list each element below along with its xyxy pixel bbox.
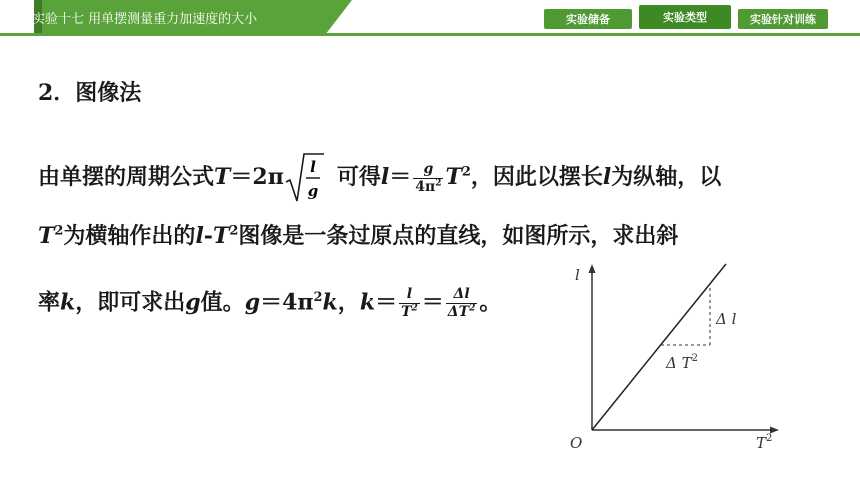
math-l: l — [602, 164, 612, 190]
math-l: l — [380, 164, 390, 190]
nav-button-types[interactable]: 实验类型 — [639, 5, 731, 29]
l-T2-graph — [560, 258, 790, 458]
l-T2-line — [592, 264, 726, 430]
math-T: T — [212, 223, 230, 249]
math-eq: ＝ — [375, 289, 398, 316]
frac-numerator: g — [423, 160, 434, 177]
nav-button-training[interactable]: 实验针对训练 — [738, 9, 828, 29]
math-sup: 2 — [461, 164, 471, 180]
nav-button-preparation[interactable]: 实验储备 — [544, 9, 632, 29]
math-T: T — [445, 164, 462, 190]
sqrt-numerator: l — [309, 158, 316, 176]
text-segment: ，因此以摆长 — [470, 164, 603, 190]
paragraph-line-1 — [38, 152, 721, 204]
frac-numerator: l — [406, 286, 413, 302]
text-segment: 值。 — [200, 289, 245, 316]
text-segment: 可得 — [336, 164, 381, 190]
fraction-dl-over-dT2 — [446, 286, 478, 321]
origin-label: O — [570, 434, 583, 452]
math-l: l — [195, 223, 204, 249]
paragraph-line-2 — [38, 225, 678, 248]
math-dash: - — [203, 223, 213, 249]
frac-denominator: $\Delta T^2$ — [447, 303, 476, 320]
math-eq: ＝2π — [230, 164, 284, 190]
math-k: k — [60, 289, 76, 316]
math-eq: ＝4π — [260, 289, 314, 316]
text-segment: 为纵轴，以 — [611, 164, 722, 190]
paragraph-line-3 — [38, 286, 501, 321]
text-segment: 。 — [479, 289, 502, 316]
frac-denominator: $4\pi^2$ — [415, 177, 442, 195]
text-segment: 为横轴作出的 — [63, 223, 196, 249]
math-g: g — [244, 289, 261, 316]
math-T: T — [214, 164, 231, 190]
math-sup: 2 — [54, 223, 64, 239]
fraction-l-over-T2 — [399, 286, 420, 321]
top-bar — [0, 0, 860, 36]
fraction-g-over-4pi2 — [413, 161, 443, 196]
y-axis-arrow — [589, 264, 596, 273]
sqrt-expression — [284, 152, 324, 204]
sqrt-sign — [284, 152, 324, 204]
math-k: k — [359, 289, 376, 316]
text-segment: 图像是一条过原点的直线，如图所示，求出斜 — [238, 223, 679, 249]
delta-l-label: Δ l — [716, 310, 737, 328]
top-bar-underline — [0, 33, 860, 36]
math-eq: ＝ — [389, 164, 412, 190]
math-sup: 2 — [313, 290, 323, 306]
text-segment: 率 — [38, 289, 61, 316]
math-g: g — [185, 289, 201, 316]
math-sup: 2 — [229, 223, 239, 239]
text-segment: 由单摆的周期公式 — [38, 164, 215, 190]
section-heading: 2．图像法 — [38, 80, 142, 106]
x-axis-label: $T^2$ — [756, 433, 773, 452]
math-eq: ＝ — [421, 289, 444, 316]
lesson-title: 实验十七 用单摆测量重力加速度的大小 — [32, 12, 258, 27]
text-segment: ，即可求出 — [75, 289, 186, 316]
y-axis-label: l — [575, 266, 580, 284]
frac-denominator: $T^2$ — [401, 303, 418, 320]
sqrt-denominator: g — [307, 182, 319, 200]
math-T: T — [38, 223, 55, 249]
math-k: k — [322, 289, 338, 316]
frac-numerator: Δl — [453, 286, 470, 302]
delta-T2-label: Δ $T^2$ — [666, 353, 698, 372]
text-segment: ， — [337, 289, 360, 316]
